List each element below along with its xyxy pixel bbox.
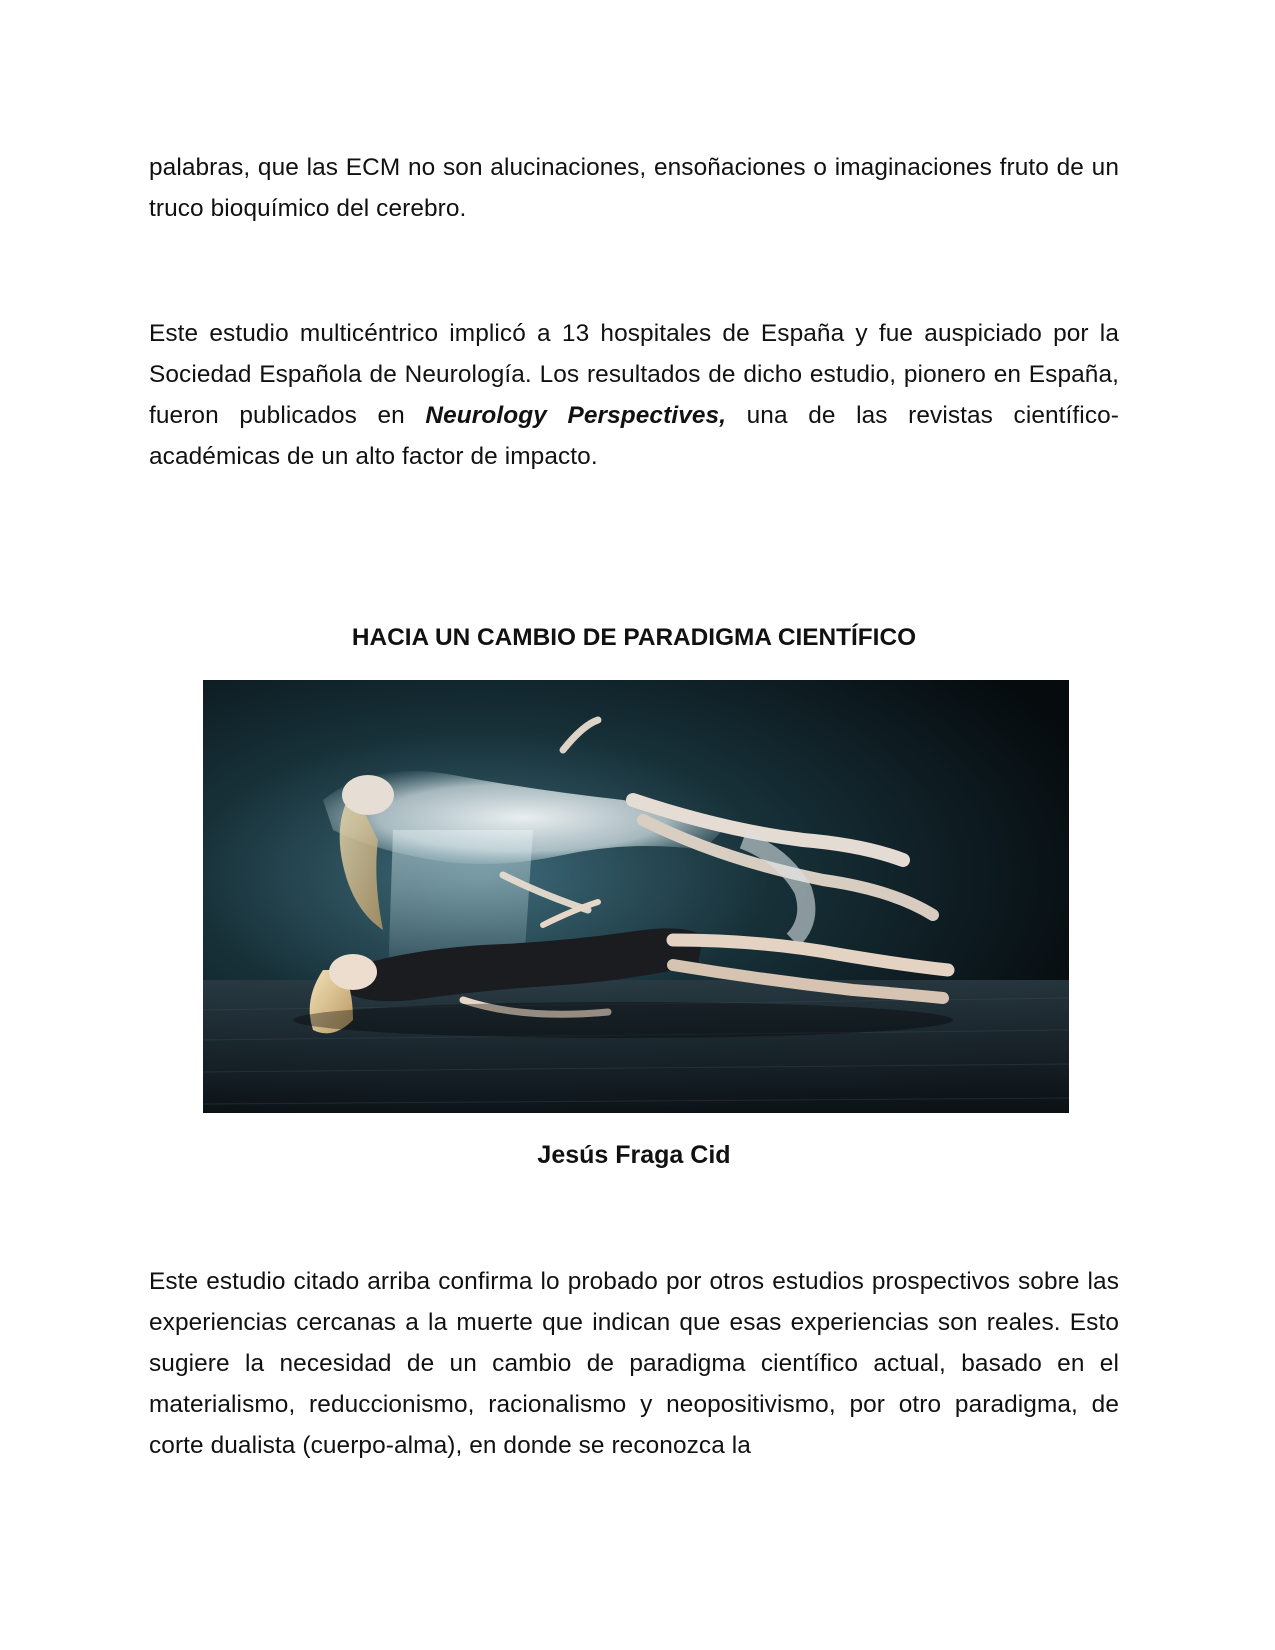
journal-title: Neurology Perspectives,	[425, 402, 727, 429]
near-death-experience-image	[203, 680, 1069, 1113]
photo-illustration	[203, 680, 1069, 1113]
paragraph-study-text-after: una de las revistas científico-académicas de un alto factor de impacto.	[149, 402, 1120, 470]
paragraph-paradigm-text: Este estudio citado arriba confirma lo probado por otros estudios prospectivos sobre las experiencias cercanas a la muerte que indican que esas experiencias son reales. Esto sugiere la necesidad de un cambio de paradigma científico actual, basado en el materialismo, reduccionismo, racionalismo y neopositivismo, por otro paradigma, de corte dualista (cuerpo-alma), en donde se reconozca la	[149, 1268, 1119, 1459]
paragraph-study-text-before: Este estudio multicéntrico implicó a 13 hospitales de España y fue auspiciado por la Sociedad Española de Neurología. Los resultados de dicho estudio, pionero en España, fueron publicados en	[149, 320, 1119, 429]
paragraph-intro-text: palabras, que las ECM no son alucinaciones, ensoñaciones o imaginaciones fruto de un truco bioquímico del cerebro.	[149, 154, 1119, 222]
section-heading: HACIA UN CAMBIO DE PARADIGMA CIENTÍFICO	[351, 624, 917, 651]
author-name: Jesús Fraga Cid	[537, 1141, 731, 1169]
paragraph-paradigm	[149, 1261, 1119, 1466]
paragraph-intro	[149, 147, 1119, 229]
paragraph-study	[149, 313, 1119, 477]
